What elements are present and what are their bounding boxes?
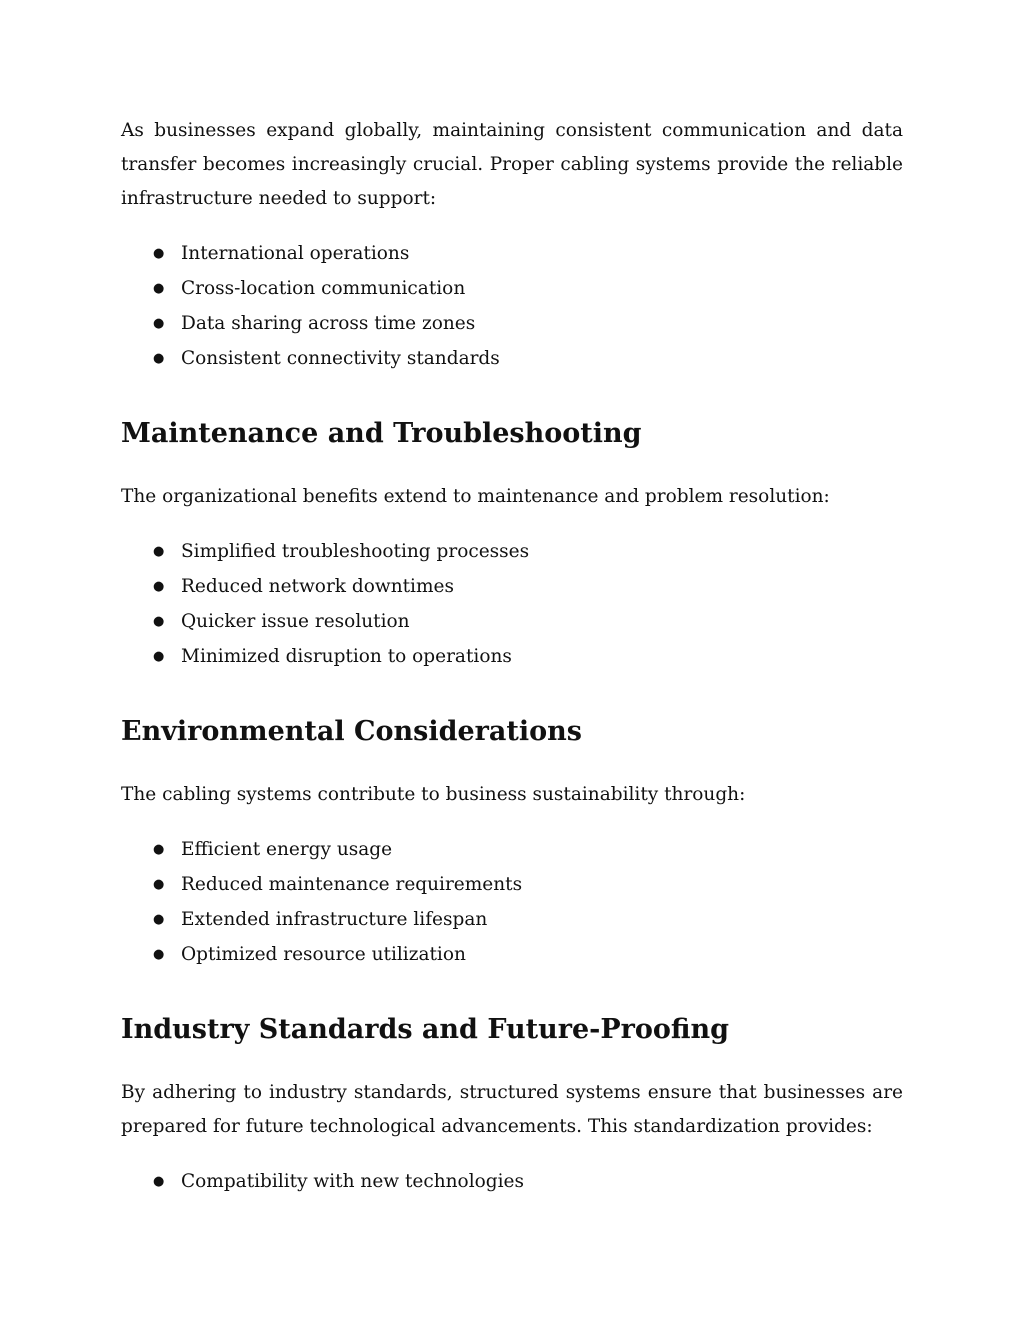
list-item (121, 639, 903, 674)
list-item (121, 937, 903, 972)
list-item (121, 236, 903, 271)
bullet-icon: ● (153, 947, 165, 962)
bullet-icon: ● (153, 1174, 165, 1189)
maintenance-bullet-list (121, 534, 903, 674)
list-item-text: Quicker issue resolution (181, 611, 410, 632)
section-paragraph-industry-standards: By adhering to industry standards, structured systems ensure that businesses are prepared for future technological advancements. This standardization provides: (121, 1082, 903, 1137)
section-heading-environmental: Environmental Considerations (121, 716, 582, 747)
environmental-bullet-list (121, 832, 903, 972)
list-item-text: Reduced maintenance requirements (181, 874, 523, 895)
section-paragraph-maintenance: The organizational benefits extend to maintenance and problem resolution: (121, 486, 830, 507)
bullet-icon: ● (153, 842, 165, 857)
bullet-icon: ● (153, 544, 165, 559)
list-item (121, 1164, 903, 1199)
list-item (121, 534, 903, 569)
bullet-icon: ● (153, 579, 165, 594)
bullet-icon: ● (153, 316, 165, 331)
bullet-icon: ● (153, 246, 165, 261)
bullet-icon: ● (153, 877, 165, 892)
list-item-text: Efficient energy usage (181, 839, 393, 860)
list-item-text: International operations (181, 243, 410, 264)
bullet-icon: ● (153, 614, 165, 629)
intro-bullet-list (121, 236, 903, 376)
list-item-text: Minimized disruption to operations (181, 646, 512, 667)
list-item-text: Simplified troubleshooting processes (181, 541, 530, 562)
industry-standards-bullet-list (121, 1164, 903, 1199)
section-paragraph-environmental: The cabling systems contribute to business sustainability through: (121, 784, 746, 805)
intro-paragraph: As businesses expand globally, maintaining consistent communication and data transfer becomes increasingly crucial. Proper cabling systems provide the reliable infrastructure needed to support: (121, 120, 903, 209)
bullet-icon: ● (153, 649, 165, 664)
list-item (121, 867, 903, 902)
bullet-icon: ● (153, 281, 165, 296)
list-item (121, 902, 903, 937)
list-item-text: Optimized resource utilization (181, 944, 466, 965)
list-item-text: Reduced network downtimes (181, 576, 454, 597)
list-item (121, 306, 903, 341)
list-item (121, 271, 903, 306)
list-item (121, 604, 903, 639)
document-page (121, 114, 903, 1199)
section-heading-industry-standards: Industry Standards and Future-Proofing (121, 1014, 730, 1045)
list-item (121, 569, 903, 604)
list-item-text: Extended infrastructure lifespan (181, 909, 488, 930)
section-heading-maintenance: Maintenance and Troubleshooting (121, 418, 642, 449)
bullet-icon: ● (153, 912, 165, 927)
list-item-text: Cross-location communication (181, 278, 466, 299)
bullet-icon: ● (153, 351, 165, 366)
list-item-text: Consistent connectivity standards (181, 348, 500, 369)
list-item (121, 832, 903, 867)
list-item (121, 341, 903, 376)
list-item-text: Compatibility with new technologies (181, 1171, 524, 1192)
list-item-text: Data sharing across time zones (181, 313, 476, 334)
